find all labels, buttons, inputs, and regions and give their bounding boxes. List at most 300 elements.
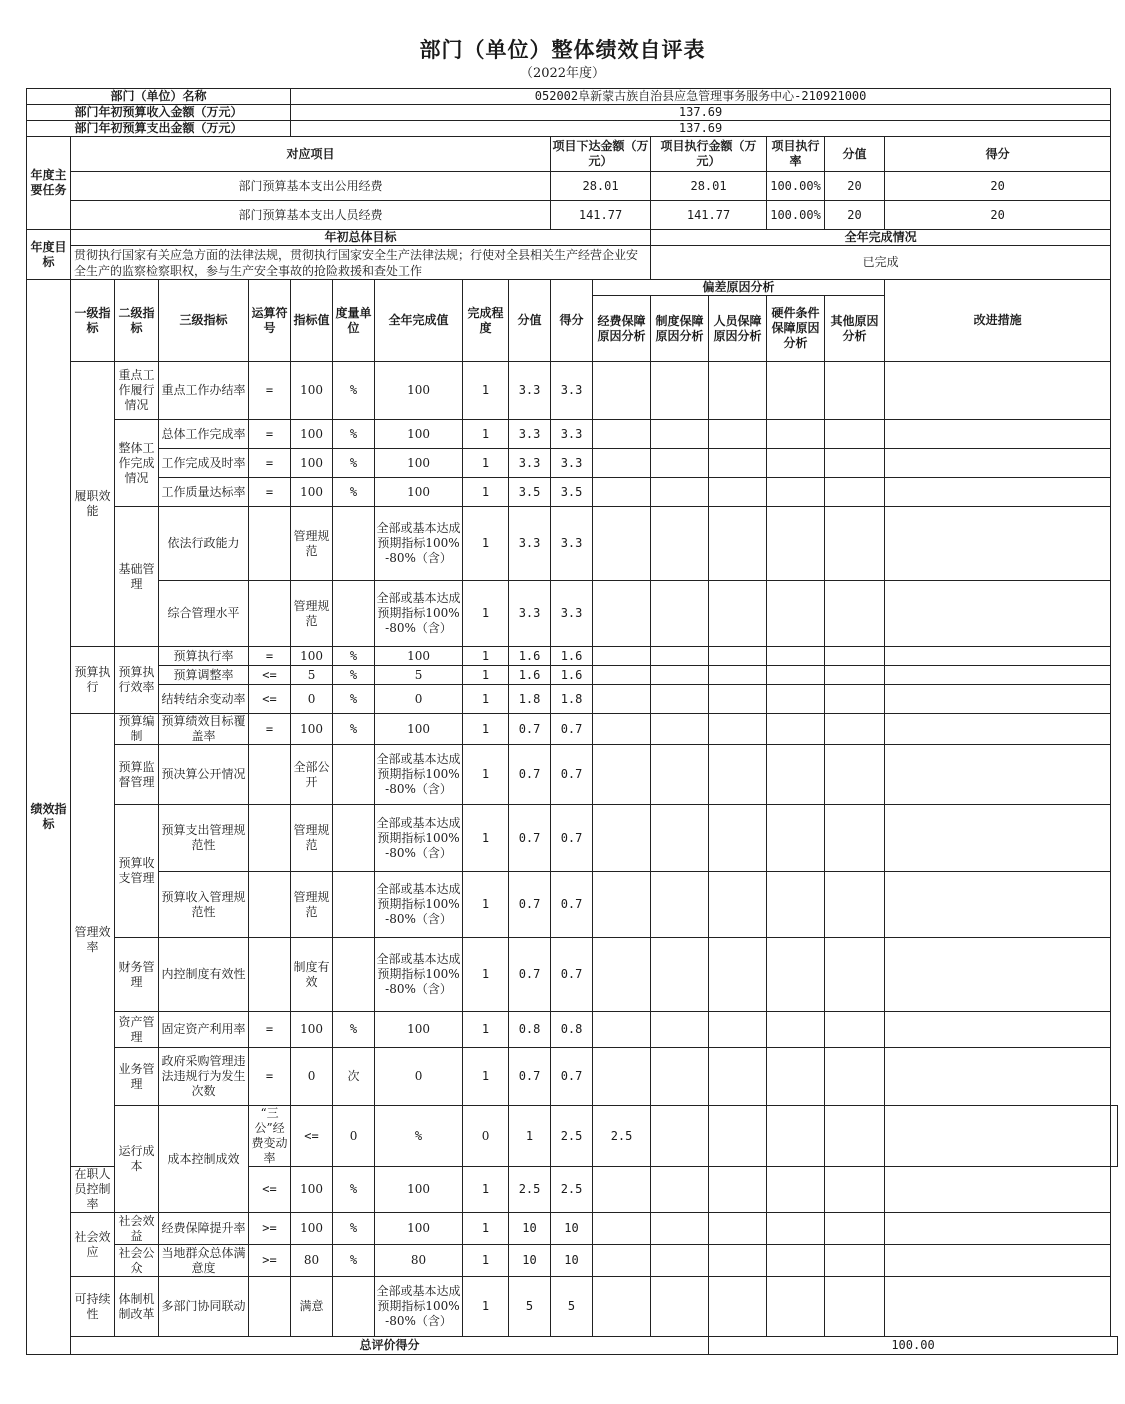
task-item: 部门预算基本支出人员经费 <box>71 201 551 230</box>
dev-funding-cell <box>593 805 651 872</box>
completion-degree: 1 <box>463 714 509 745</box>
dev-hardware-cell <box>767 507 825 581</box>
dev-funding-header: 经费保障原因分析 <box>593 296 651 362</box>
operator: >= <box>249 1213 291 1245</box>
indicator-name: 内控制度有效性 <box>159 938 249 1012</box>
dev-system-cell <box>651 685 709 714</box>
unit: % <box>333 478 375 507</box>
unit <box>333 745 375 805</box>
dev-other-cell <box>825 1245 885 1277</box>
score-value: 3.3 <box>509 581 551 647</box>
dev-staff-cell <box>709 581 767 647</box>
improvement-cell <box>1111 1106 1118 1167</box>
dev-system-cell <box>651 714 709 745</box>
score: 1.8 <box>551 685 593 714</box>
unit: % <box>333 1245 375 1277</box>
dev-staff-cell <box>709 420 767 449</box>
completion-degree: 1 <box>463 1012 509 1048</box>
score: 0.7 <box>551 872 593 938</box>
indicator-name: “三公”经费变动率 <box>249 1106 291 1167</box>
task-score-value: 20 <box>825 201 885 230</box>
expense-value: 137.69 <box>291 121 1111 137</box>
perf-row-label: 绩效指标 <box>27 280 71 1355</box>
target-value: 满意 <box>291 1277 333 1337</box>
score: 0.7 <box>551 745 593 805</box>
unit <box>333 581 375 647</box>
unit: % <box>333 362 375 420</box>
unit: % <box>333 420 375 449</box>
improvement-cell <box>885 647 1111 666</box>
task-score: 20 <box>885 172 1111 201</box>
indicator-name: 工作质量达标率 <box>159 478 249 507</box>
tasks-item-header: 对应项目 <box>71 137 551 172</box>
improvement-cell <box>885 1277 1111 1337</box>
dev-staff-cell <box>709 362 767 420</box>
score-value: 1.6 <box>509 647 551 666</box>
dev-hardware-cell <box>767 872 825 938</box>
score: 3.3 <box>551 507 593 581</box>
indicator-name: 政府采购管理违法违规行为发生次数 <box>159 1048 249 1106</box>
operator: = <box>249 362 291 420</box>
task-score-value: 20 <box>825 172 885 201</box>
score-value: 0.8 <box>509 1012 551 1048</box>
income-row <box>27 105 1118 121</box>
actual-value: 全部或基本达成预期指标100%-80%（含） <box>375 872 463 938</box>
improvement-cell <box>885 805 1111 872</box>
dev-other-cell <box>825 938 885 1012</box>
indicator-row <box>27 1213 1118 1245</box>
completion-degree: 1 <box>463 1277 509 1337</box>
dev-other-cell <box>825 478 885 507</box>
page-title: 部门（单位）整体绩效自评表 <box>419 37 706 62</box>
score: 5 <box>551 1277 593 1337</box>
completion-degree: 1 <box>463 685 509 714</box>
dev-system-cell <box>651 478 709 507</box>
dev-system-cell <box>651 805 709 872</box>
unit: % <box>333 1012 375 1048</box>
dev-funding-cell <box>593 938 651 1012</box>
unit: % <box>333 449 375 478</box>
dev-staff-cell <box>709 1048 767 1106</box>
task-row <box>27 172 1118 201</box>
dev-staff-cell <box>709 1213 767 1245</box>
improvement-cell <box>885 478 1111 507</box>
dev-staff-cell <box>767 1106 825 1167</box>
task-issued: 141.77 <box>551 201 651 230</box>
task-issued: 28.01 <box>551 172 651 201</box>
score-value: 0.7 <box>509 714 551 745</box>
l1-social: 社会效应 <box>71 1213 115 1277</box>
unit <box>333 507 375 581</box>
dev-funding-cell <box>593 507 651 581</box>
indicator-row <box>27 420 1118 449</box>
completion-degree: 1 <box>463 581 509 647</box>
completion-degree: 1 <box>463 478 509 507</box>
target-value: 全部公开 <box>291 745 333 805</box>
target-header: 指标值 <box>291 280 333 362</box>
operator <box>249 581 291 647</box>
dev-hardware-cell <box>767 1213 825 1245</box>
dev-staff-cell <box>709 666 767 685</box>
dev-funding-cell <box>593 872 651 938</box>
unit: % <box>333 647 375 666</box>
score-value: 3.5 <box>509 478 551 507</box>
dev-system-cell <box>651 938 709 1012</box>
target-value: 0 <box>333 1106 375 1167</box>
dev-other-cell <box>825 745 885 805</box>
completion-degree: 1 <box>463 745 509 805</box>
score-value: 3.3 <box>509 507 551 581</box>
l1-manage: 管理效率 <box>71 714 115 1167</box>
l2-bexec: 预算执行效率 <box>115 647 159 714</box>
l2-bcomp: 预算编制 <box>115 714 159 745</box>
dev-funding-cell <box>593 362 651 420</box>
dev-system-cell <box>651 1012 709 1048</box>
actual-value: 0 <box>375 1048 463 1106</box>
dev-funding-cell <box>593 420 651 449</box>
score-value: 3.3 <box>509 449 551 478</box>
dev-system-cell <box>651 1213 709 1245</box>
indicator-name: 预决算公开情况 <box>159 745 249 805</box>
dev-hardware-cell <box>767 581 825 647</box>
goal-content-row <box>27 246 1118 280</box>
unit <box>333 805 375 872</box>
indicator-name: 预算执行率 <box>159 647 249 666</box>
dev-system-cell <box>651 872 709 938</box>
tasks-issued-header: 项目下达金额（万元） <box>551 137 651 172</box>
unit <box>333 1277 375 1337</box>
score: 0.8 <box>551 1012 593 1048</box>
dev-funding-cell <box>593 581 651 647</box>
task-executed: 141.77 <box>651 201 767 230</box>
score: 3.3 <box>551 420 593 449</box>
l2-mech: 体制机制改革 <box>115 1277 159 1337</box>
score-value: 2.5 <box>509 1167 551 1213</box>
indicator-name: 预算调整率 <box>159 666 249 685</box>
indicator-name: 预算收入管理规范性 <box>159 872 249 938</box>
improvement-cell <box>885 1048 1111 1106</box>
dev-other-cell <box>825 1213 885 1245</box>
indicator-row <box>27 647 1118 666</box>
tasks-row-label: 年度主要任务 <box>27 137 71 230</box>
completion-degree: 1 <box>463 449 509 478</box>
operator: = <box>249 714 291 745</box>
completion-degree: 1 <box>463 362 509 420</box>
target-value: 100 <box>291 1213 333 1245</box>
actual-value: 全部或基本达成预期指标100%-80%（含） <box>375 581 463 647</box>
dev-system-cell <box>651 362 709 420</box>
indicator-row <box>27 362 1118 420</box>
dev-funding-cell <box>593 714 651 745</box>
operator <box>249 507 291 581</box>
dev-system-cell <box>709 1106 767 1167</box>
indicator-row <box>27 938 1118 1012</box>
tasks-rate-header: 项目执行率 <box>767 137 825 172</box>
indicator-name: 综合管理水平 <box>159 581 249 647</box>
operator <box>249 1277 291 1337</box>
indicator-row <box>27 1245 1118 1277</box>
indicator-row <box>27 478 1118 507</box>
improve-header: 改进措施 <box>885 280 1111 362</box>
actual-header: 全年完成值 <box>375 280 463 362</box>
dev-staff-cell <box>709 449 767 478</box>
improvement-cell <box>885 1245 1111 1277</box>
operator: = <box>249 478 291 507</box>
improvement-cell <box>885 420 1111 449</box>
dev-other-cell <box>825 581 885 647</box>
dev-funding-cell <box>593 1167 651 1213</box>
operator: <= <box>249 685 291 714</box>
goal-completion-header: 全年完成情况 <box>651 230 1111 246</box>
indicator-name: 固定资产利用率 <box>159 1012 249 1048</box>
score: 1.6 <box>551 647 593 666</box>
actual-value: 100 <box>375 714 463 745</box>
score: 3.3 <box>551 581 593 647</box>
operator: <= <box>291 1106 333 1167</box>
report-year: （2022年度） <box>519 66 606 81</box>
l3-header: 三级指标 <box>159 280 249 362</box>
unit: % <box>333 685 375 714</box>
tasks-score-header: 得分 <box>885 137 1111 172</box>
dev-staff-cell <box>709 1012 767 1048</box>
dev-hardware-cell <box>767 478 825 507</box>
unit-header: 度量单位 <box>333 280 375 362</box>
l2-business: 业务管理 <box>115 1048 159 1106</box>
dev-other-cell <box>825 420 885 449</box>
operator <box>249 872 291 938</box>
score-value: 3.3 <box>509 362 551 420</box>
score: 3.3 <box>551 362 593 420</box>
dev-staff-cell <box>709 872 767 938</box>
actual-value: 全部或基本达成预期指标100%-80%（含） <box>375 507 463 581</box>
dev-staff-cell <box>709 478 767 507</box>
l2-bsup: 预算监督管理 <box>115 745 159 805</box>
dev-system-cell <box>651 449 709 478</box>
dev-hardware-cell <box>767 685 825 714</box>
dev-funding-cell <box>593 478 651 507</box>
improvement-cell <box>885 938 1111 1012</box>
completion-degree: 1 <box>463 1245 509 1277</box>
l1-budget: 预算执行 <box>71 647 115 714</box>
operator <box>249 805 291 872</box>
dev-system-cell <box>651 1167 709 1213</box>
actual-value: 全部或基本达成预期指标100%-80%（含） <box>375 1277 463 1337</box>
indicator-name: 工作完成及时率 <box>159 449 249 478</box>
expense-label: 部门年初预算支出金额（万元） <box>27 121 291 137</box>
score: 3.3 <box>551 449 593 478</box>
dev-system-cell <box>651 581 709 647</box>
indicator-name: 经费保障提升率 <box>159 1213 249 1245</box>
actual-value: 100 <box>375 1213 463 1245</box>
indicator-row <box>27 872 1118 938</box>
dev-hardware-cell <box>767 647 825 666</box>
target-value: 管理规范 <box>291 507 333 581</box>
improvement-cell <box>885 1213 1111 1245</box>
improvement-cell <box>885 1167 1111 1213</box>
unit <box>333 938 375 1012</box>
unit <box>333 872 375 938</box>
dev-hardware-cell <box>767 420 825 449</box>
dev-staff-cell <box>709 1167 767 1213</box>
dev-other-cell <box>825 666 885 685</box>
score: 3.5 <box>551 478 593 507</box>
improvement-cell <box>885 714 1111 745</box>
unit: % <box>333 666 375 685</box>
indicator-name: 重点工作办结率 <box>159 362 249 420</box>
operator <box>249 745 291 805</box>
score-value: 0.7 <box>509 745 551 805</box>
dev-staff-cell <box>709 647 767 666</box>
dev-funding-cell <box>593 449 651 478</box>
score-value: 1.8 <box>509 685 551 714</box>
dev-system-cell <box>651 745 709 805</box>
indicator-row <box>27 581 1118 647</box>
actual-value: 80 <box>375 1245 463 1277</box>
l2-public: 社会公众 <box>115 1245 159 1277</box>
completion-degree: 1 <box>463 1167 509 1213</box>
completion-degree: 1 <box>463 1048 509 1106</box>
dev-other-header: 其他原因分析 <box>825 296 885 362</box>
score-value: 3.3 <box>509 420 551 449</box>
operator: = <box>249 420 291 449</box>
actual-value: 0 <box>463 1106 509 1167</box>
l2-whole: 整体工作完成情况 <box>115 420 159 507</box>
dev-other-cell <box>825 362 885 420</box>
actual-value: 100 <box>375 1167 463 1213</box>
improvement-cell <box>885 581 1111 647</box>
score-value: 0.7 <box>509 872 551 938</box>
score-value: 0.7 <box>509 1048 551 1106</box>
unit: % <box>375 1106 463 1167</box>
dev-hardware-cell <box>767 449 825 478</box>
actual-value: 5 <box>375 666 463 685</box>
target-value: 管理规范 <box>291 805 333 872</box>
score: 0.7 <box>551 1048 593 1106</box>
dev-staff-cell <box>709 685 767 714</box>
total-row <box>27 1337 1118 1355</box>
dev-system-cell <box>651 507 709 581</box>
task-rate: 100.00% <box>767 201 825 230</box>
score: 0.7 <box>551 805 593 872</box>
dev-other-cell <box>825 872 885 938</box>
dev-hardware-cell <box>767 362 825 420</box>
improvement-cell <box>885 1012 1111 1048</box>
total-value: 100.00 <box>709 1337 1118 1355</box>
operator <box>249 938 291 1012</box>
target-value: 100 <box>291 420 333 449</box>
actual-value: 100 <box>375 362 463 420</box>
indicator-row <box>27 1277 1118 1337</box>
target-value: 100 <box>291 1012 333 1048</box>
l2-costctl: 成本控制成效 <box>159 1106 249 1213</box>
l1-header: 一级指标 <box>71 280 115 362</box>
dev-hardware-cell <box>767 1167 825 1213</box>
task-rate: 100.00% <box>767 172 825 201</box>
improvement-cell <box>885 666 1111 685</box>
evaluation-table <box>26 88 1118 1355</box>
l2-key: 重点工作履行情况 <box>115 362 159 420</box>
dev-other-cell <box>825 1277 885 1337</box>
degree-header: 完成程度 <box>463 280 509 362</box>
dev-hardware-cell <box>767 745 825 805</box>
dev-other-cell <box>825 507 885 581</box>
target-value: 80 <box>291 1245 333 1277</box>
l1-cost: 运行成本 <box>115 1106 159 1213</box>
improvement-cell <box>885 507 1111 581</box>
actual-value: 100 <box>375 449 463 478</box>
dev-other-cell <box>825 685 885 714</box>
task-score: 20 <box>885 201 1111 230</box>
dept-value: 052002阜新蒙古族自治县应急管理事务服务中心-210921000 <box>291 89 1111 105</box>
target-value: 0 <box>291 685 333 714</box>
indicator-name: 当地群众总体满意度 <box>159 1245 249 1277</box>
score-value-header: 分值 <box>509 280 551 362</box>
actual-value: 全部或基本达成预期指标100%-80%（含） <box>375 745 463 805</box>
operator: = <box>249 647 291 666</box>
indicator-name: 结转结余变动率 <box>159 685 249 714</box>
indicator-row <box>27 1012 1118 1048</box>
dev-funding-cell <box>593 647 651 666</box>
l2-header: 二级指标 <box>115 280 159 362</box>
actual-value: 全部或基本达成预期指标100%-80%（含） <box>375 805 463 872</box>
dev-hardware-cell <box>825 1106 885 1167</box>
dev-hardware-cell <box>767 1048 825 1106</box>
dev-system-cell <box>651 420 709 449</box>
target-value: 100 <box>291 714 333 745</box>
perf-header-row-1 <box>27 280 1118 296</box>
deviation-header: 偏差原因分析 <box>593 280 885 296</box>
completion-degree: 1 <box>463 647 509 666</box>
expense-row <box>27 121 1118 137</box>
tasks-score-value-header: 分值 <box>825 137 885 172</box>
goal-row-label: 年度目标 <box>27 230 71 280</box>
target-value: 100 <box>291 1167 333 1213</box>
target-value: 100 <box>291 362 333 420</box>
dev-staff-cell <box>709 938 767 1012</box>
dev-funding-cell <box>593 1277 651 1337</box>
dev-funding-cell <box>593 1012 651 1048</box>
dev-hardware-cell <box>767 1012 825 1048</box>
dev-other-cell <box>825 1167 885 1213</box>
income-value: 137.69 <box>291 105 1111 121</box>
actual-value: 100 <box>375 647 463 666</box>
dev-other-cell <box>825 714 885 745</box>
dev-system-header: 制度保障原因分析 <box>651 296 709 362</box>
target-value: 100 <box>291 478 333 507</box>
dev-funding-cell <box>593 745 651 805</box>
dev-hardware-cell <box>767 805 825 872</box>
indicator-row <box>27 507 1118 581</box>
indicator-name: 多部门协同联动 <box>159 1277 249 1337</box>
dev-funding-cell <box>593 1048 651 1106</box>
operator: >= <box>249 1245 291 1277</box>
goal-completion-text: 已完成 <box>651 246 1111 280</box>
dev-system-cell <box>651 1048 709 1106</box>
dev-funding-cell <box>651 1106 709 1167</box>
target-value: 0 <box>291 1048 333 1106</box>
operator: <= <box>249 1167 291 1213</box>
indicator-row <box>27 1048 1118 1106</box>
improvement-cell <box>885 362 1111 420</box>
dev-funding-cell <box>593 1245 651 1277</box>
indicator-row <box>27 449 1118 478</box>
operator: <= <box>249 666 291 685</box>
dev-other-cell <box>825 1012 885 1048</box>
dev-staff-cell <box>709 805 767 872</box>
completion-degree: 1 <box>463 420 509 449</box>
score-value: 1.6 <box>509 666 551 685</box>
dev-staff-cell <box>709 507 767 581</box>
